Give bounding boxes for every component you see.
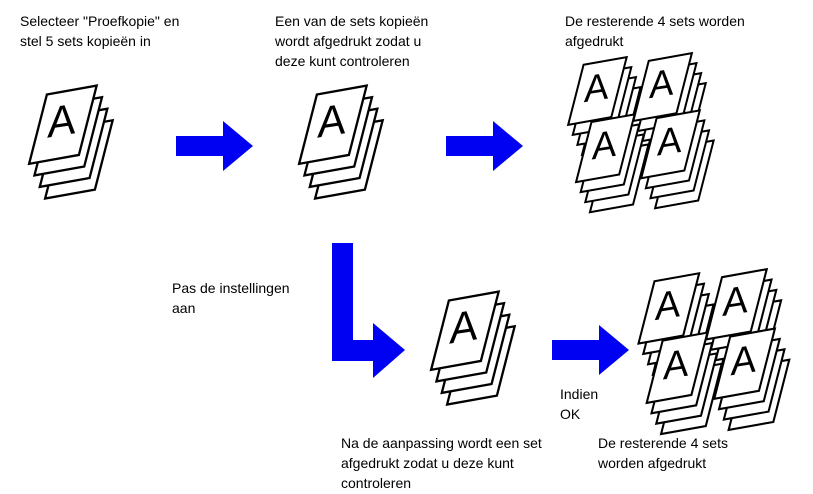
step1-line1: Selecteer "Proefkopie" en xyxy=(20,13,180,29)
stack-group xyxy=(639,269,790,434)
condition-ok-label xyxy=(560,384,598,424)
document-stack-group-icon xyxy=(632,266,796,440)
document-stack-icon xyxy=(292,82,388,203)
adjust-line1: Pas de instellingen xyxy=(172,280,290,296)
step3-line2: afgedrukt xyxy=(565,33,624,49)
stack-group xyxy=(568,53,713,212)
arrow-right-icon xyxy=(446,121,523,171)
document-stack-icon xyxy=(424,288,520,409)
step2-line3: deze kunt controleren xyxy=(275,53,410,69)
condition-line2: OK xyxy=(560,406,581,422)
page-letter: A xyxy=(313,95,349,148)
page-letter: A xyxy=(580,65,612,110)
step2-line1: Een van de sets kopieën xyxy=(275,13,429,29)
check-after-adjust-label xyxy=(341,433,542,493)
check-line3: controleren xyxy=(341,475,412,491)
page-letter: A xyxy=(659,341,692,389)
adjust-settings-label xyxy=(172,278,290,318)
page-letter: A xyxy=(727,337,760,384)
page-letter: A xyxy=(653,118,685,164)
final-line1: De resterende 4 sets xyxy=(598,435,728,451)
adjust-line2: aan xyxy=(172,300,196,316)
arrow-right-icon xyxy=(176,121,253,171)
page-letter: A xyxy=(43,95,79,148)
final-line2: worden afgedrukt xyxy=(598,455,707,471)
step2-label xyxy=(275,11,428,71)
step1-line2: stel 5 sets kopieën in xyxy=(20,33,151,49)
arrow-down-right-icon xyxy=(330,243,407,379)
step1-label xyxy=(20,11,179,51)
document-stack-group-icon xyxy=(562,50,720,218)
arrow-right-shape xyxy=(552,325,629,375)
arrow-down-right-shape xyxy=(332,243,405,378)
step3-line1: De resterende 4 sets worden xyxy=(565,13,745,29)
document-stack-icon xyxy=(22,82,118,203)
arrow-right-shape xyxy=(446,121,523,171)
step2-line2: wordt afgedrukt zodat u xyxy=(275,33,422,49)
page-letter: A xyxy=(651,282,684,329)
page-letter: A xyxy=(588,122,620,168)
condition-line1: Indien xyxy=(560,386,599,402)
page-letter: A xyxy=(718,278,751,325)
arrow-right-icon xyxy=(552,325,629,375)
page-letter: A xyxy=(445,301,481,354)
check-line2: afgedrukt zodat u deze kunt xyxy=(341,455,514,471)
step3-label xyxy=(565,11,745,51)
arrow-right-shape xyxy=(176,121,253,171)
page-letter: A xyxy=(645,61,677,106)
check-line1: Na de aanpassing wordt een set xyxy=(341,435,542,451)
